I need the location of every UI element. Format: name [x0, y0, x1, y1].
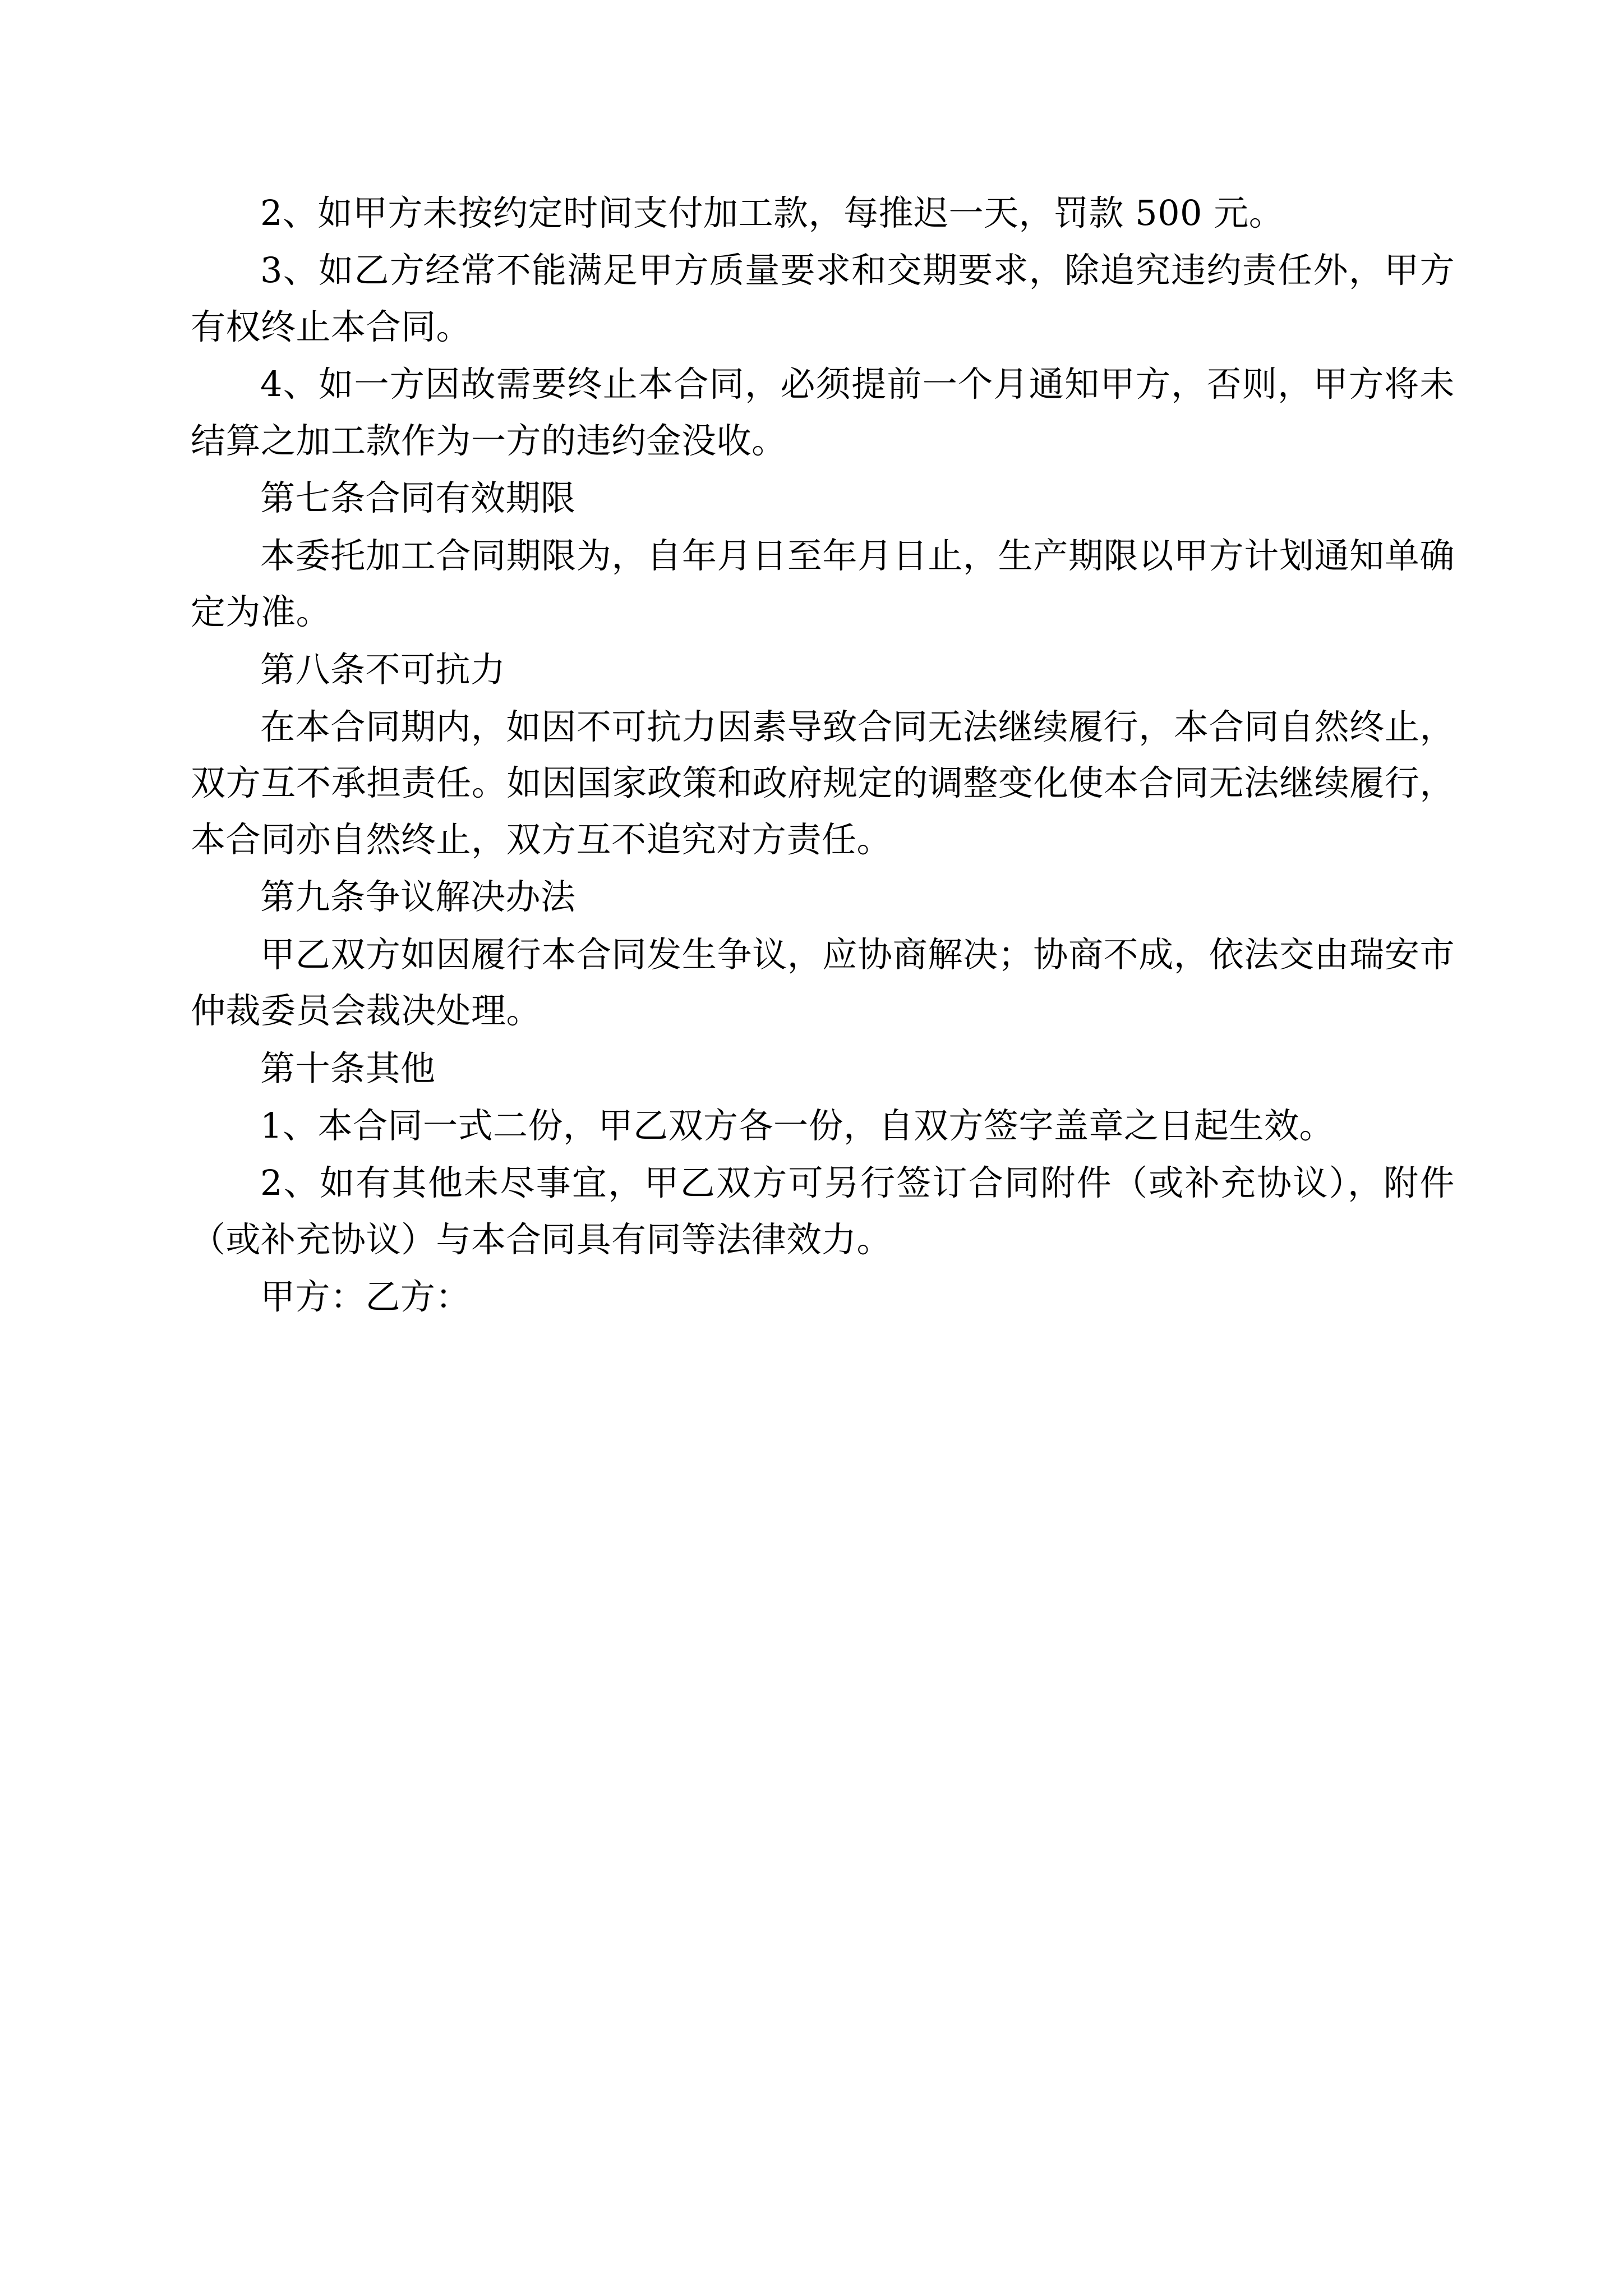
paragraph: 1、本合同一式二份，甲乙双方各一份，自双方签字盖章之日起生效。 [260, 1105, 1334, 1146]
paragraph: 本委托加工合同期限为，自年月日至年月日止，生产期限以甲方计划通知单确定为准。 [191, 535, 1455, 633]
paragraph: 甲乙双方如因履行本合同发生争议，应协商解决；协商不成，依法交由瑞安市仲裁委员会裁决处理。 [191, 933, 1455, 1032]
section-heading-nine: 第九条争议解决办法 [260, 876, 576, 918]
paragraph: 2、如有其他未尽事宜，甲乙双方可另行签订合同附件（或补充协议），附件（或补充协议）与本合同具有同等法律效力。 [191, 1162, 1455, 1260]
section-heading-ten: 第十条其他 [260, 1047, 436, 1089]
document-body [191, 185, 1455, 1326]
paragraph: 2、如甲方未按约定时间支付加工款，每推迟一天，罚款 500 元。 [260, 192, 1284, 233]
paragraph: 4、如一方因故需要终止本合同，必须提前一个月通知甲方，否则，甲方将未结算之加工款作为一方的违约金没收。 [191, 364, 1455, 461]
section-heading-seven: 第七条合同有效期限 [260, 477, 576, 519]
signature-line: 甲方：乙方： [260, 1276, 471, 1318]
section-heading-eight: 第八条不可抗力 [260, 648, 506, 690]
paragraph: 在本合同期内，如因不可抗力因素导致合同无法继续履行，本合同自然终止，双方互不承担责任。如因国家政策和政府规定的调整变化使本合同无法继续履行，本合同亦自然终止，双方互不追究对方责任。 [191, 706, 1455, 860]
paragraph: 3、如乙方经常不能满足甲方质量要求和交期要求，除追究违约责任外，甲方有权终止本合同。 [191, 250, 1455, 347]
